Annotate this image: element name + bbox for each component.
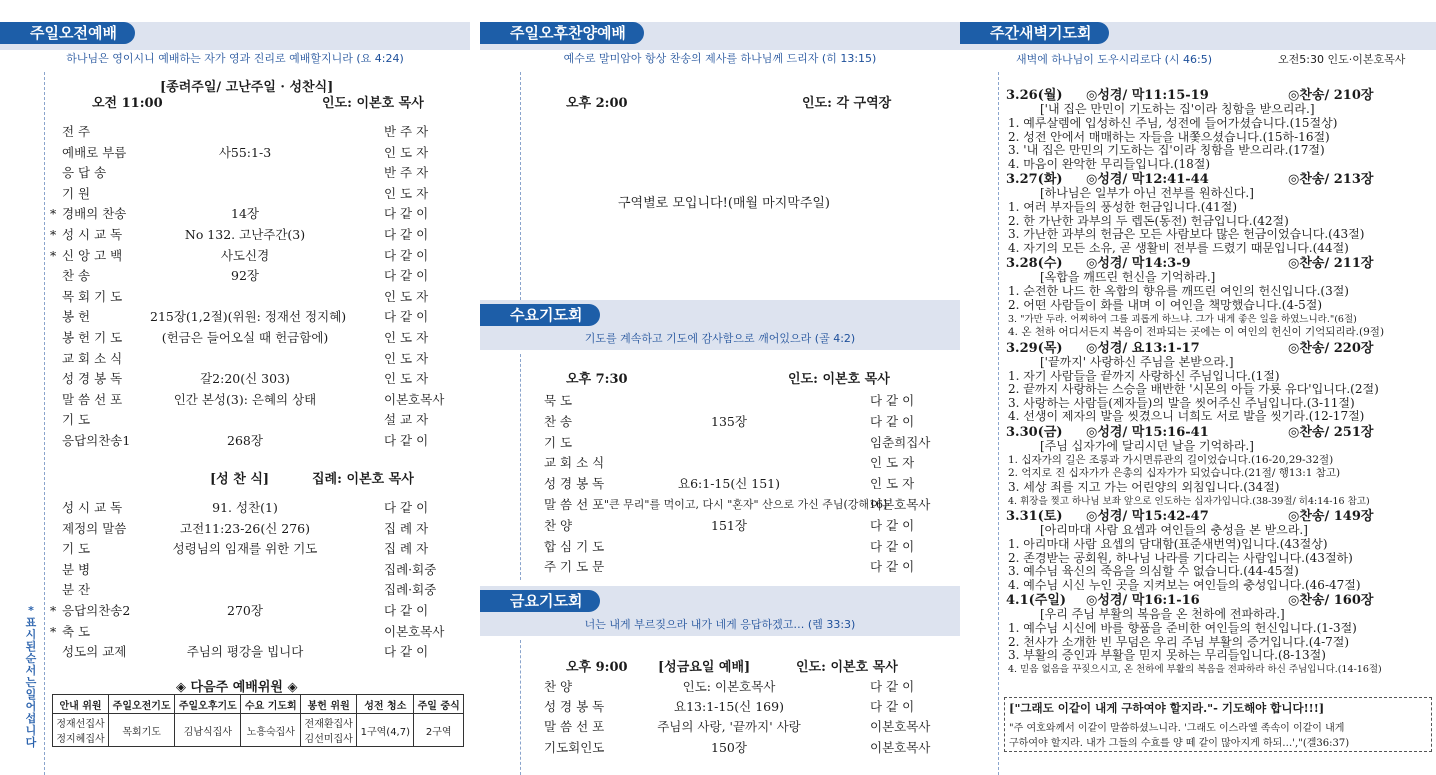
- time-leader: 오전5:30 인도·이본호목사: [1278, 53, 1406, 66]
- order-person: 집례·회중: [384, 582, 437, 598]
- day-hymn: ◎찬송/ 210장: [1288, 88, 1374, 103]
- staff-header: 주일오후기도: [175, 695, 241, 714]
- order-person: 다 같 이: [384, 500, 429, 515]
- order-row: [480, 738, 960, 758]
- day-point: 4. 자기의 모든 소유, 곧 생활비 전부를 드렸기 때문입니다.(44절): [1008, 242, 1349, 255]
- order-person: 반 주 자: [384, 165, 429, 181]
- order-row: [0, 349, 470, 369]
- day-theme: [주님 십자가에 달리시던 날을 기억하라.]: [1040, 438, 1254, 453]
- section-title: 주일오전예배: [0, 22, 135, 44]
- afternoon-note: 구역별로 모입니다!(매월 마지막주일): [618, 196, 831, 211]
- staff-value: 정재선집사 정지혜집사: [53, 714, 109, 747]
- order-row: [480, 474, 960, 494]
- order-person: 인 도 자: [384, 144, 429, 160]
- divider: [520, 72, 521, 315]
- order-row: [0, 266, 470, 286]
- day-point: 2. 존경받는 공회원, 하나님 나라를 기다리는 사람입니다.(43절하): [1008, 551, 1353, 565]
- staff-header: 안내 위원: [53, 695, 109, 714]
- staff-header: 수요 기도회: [241, 695, 301, 714]
- order-detail: 92장: [231, 268, 259, 284]
- order-name: 묵 도: [544, 393, 573, 408]
- day-point: 1. 십자가의 길은 조롱과 가시면류관의 길이었습니다.(16-20,29-32절): [1008, 453, 1334, 466]
- order-mark: *: [50, 227, 57, 242]
- order-name: 신 앙 고 백: [62, 247, 123, 263]
- order-person: 이본호목사: [870, 497, 931, 512]
- section-verse: 새벽에 하나님이 도우시리로다 (시 46:5): [1016, 53, 1213, 66]
- day-theme: ['내 집은 만민이 기도하는 집'이라 칭함을 받으리라.]: [1040, 102, 1315, 116]
- day-date: 3.30(금): [1006, 424, 1063, 440]
- order-detail: 요6:1-15(신 151): [678, 476, 780, 492]
- day-hymn: ◎찬송/ 211장: [1288, 256, 1374, 272]
- order-row: [480, 391, 960, 411]
- order-name: 말 씀 선 포: [62, 391, 123, 407]
- day-point: 4. 선생이 제자의 발을 씻겼으니 너희도 서로 발을 씻기라.(12-17절): [1008, 410, 1365, 424]
- order-name: 말 씀 선 포: [544, 719, 605, 735]
- order-name: 목 회 기 도: [62, 288, 123, 304]
- order-name: 성 경 봉 독: [62, 371, 123, 387]
- staff-value: 목회기도: [109, 714, 175, 747]
- staff-header: 성전 청소: [357, 695, 414, 714]
- order-row: [0, 601, 470, 621]
- order-person: 다 같 이: [870, 559, 915, 575]
- order-name: 합 심 기 도: [544, 538, 605, 554]
- day-date: 3.27(화): [1006, 172, 1063, 188]
- day-date: 3.26(월): [1006, 88, 1063, 103]
- order-person: 다 같 이: [384, 309, 429, 325]
- order-detail: No 132. 고난주간(3): [184, 227, 306, 242]
- order-person: 집례·회중: [384, 561, 437, 577]
- order-detail: 요13:1-15(신 169): [674, 699, 784, 715]
- day-hymn: ◎찬송/ 251장: [1288, 424, 1374, 440]
- order-name: 분 잔: [62, 582, 91, 598]
- day-point: 1. 자기 사람들을 끝까지 사랑하신 주님입니다.(1절): [1008, 369, 1280, 383]
- order-person: 인 도 자: [384, 288, 429, 304]
- order-name: 응답의찬송2: [62, 603, 131, 618]
- order-person: 다 같 이: [870, 699, 915, 715]
- order-name: 예배로 부름: [62, 144, 127, 160]
- order-name: 찬 송: [544, 413, 573, 429]
- order-name: 주 기 도 문: [544, 559, 605, 575]
- service-time: 오후 2:00: [566, 96, 628, 111]
- day-point: 3. 가난한 과부의 헌금은 모든 사람보다 많은 헌금이었습니다.(43절): [1008, 228, 1365, 242]
- order-person: 인 도 자: [384, 185, 429, 201]
- order-name: 제정의 말씀: [62, 520, 127, 536]
- order-mark: *: [50, 623, 57, 639]
- day-point: 3. 부활의 증인과 부활을 믿지 못하는 무리들입니다.(8-13절): [1008, 649, 1326, 663]
- order-person: 반 주 자: [384, 124, 429, 139]
- day-point: 3. '내 집은 만민의 기도하는 집'이라 칭함을 받으리라.(17절): [1008, 144, 1325, 158]
- order-person: 다 같 이: [870, 393, 915, 408]
- order-row: [480, 677, 960, 697]
- order-person: 설 교 자: [384, 412, 429, 428]
- order-row: [0, 143, 470, 163]
- day-point: 2. 억지로 진 십자가가 은총의 십자가가 되었습니다.(21절/ 행13:1 참고): [1008, 467, 1341, 480]
- wednesday-verse: 기도를 계속하고 기도에 감사함으로 깨어있으라 (골 4:2): [584, 332, 856, 345]
- order-row: [480, 412, 960, 432]
- prayer-box-text-2: 구하여야 할지라. 내가 그들의 수효를 양 떼 같이 많아지게 하되…',"(겔36:37): [1009, 738, 1350, 749]
- divider: [998, 72, 999, 775]
- order-detail: 고전11:23-26(신 276): [180, 520, 310, 536]
- staff-table: [52, 694, 464, 747]
- order-name: 기도회인도: [544, 739, 605, 755]
- day-point: 4. 온 천하 어디서든지 복음이 전파되는 곳에는 이 여인의 헌신이 기억되리라.(9절): [1008, 326, 1385, 339]
- day-scripture: ◎성경/ 막15:42-47: [1086, 509, 1209, 524]
- order-detail: 151장: [711, 517, 747, 533]
- occasion: [종려주일/ 고난주일 · 성찬식]: [160, 80, 334, 95]
- order-person: 집 례 자: [384, 520, 429, 536]
- day-point: 1. 여러 부자들의 풍성한 헌금입니다.(41절): [1008, 201, 1238, 215]
- day-theme: [하나님은 일부가 아닌 전부를 원하신다.]: [1040, 186, 1254, 201]
- order-detail: 215장(1,2절)(위원: 정재선 정지혜): [150, 309, 347, 325]
- friday-title: 금요기도회: [480, 590, 600, 612]
- order-name: 기 도: [62, 541, 91, 557]
- order-name: 찬 양: [544, 679, 573, 694]
- order-person: 다 같 이: [870, 538, 915, 554]
- service-leader: 인도: 이본호 목사: [322, 96, 424, 111]
- order-person: 이본호목사: [384, 391, 445, 407]
- staff-value: 1구역(4,7): [357, 714, 414, 747]
- order-row: [0, 163, 470, 183]
- staff-value-row: [53, 714, 464, 747]
- wednesday-title: 수요기도회: [480, 304, 600, 326]
- day-point: 4. 예수님 시신 누인 곳을 지켜보는 여인들의 충성입니다.(46-47절): [1008, 578, 1361, 592]
- order-name: 기 원: [62, 185, 91, 201]
- order-mark: *: [50, 247, 57, 263]
- communion-leader: 집례: 이본호 목사: [312, 472, 414, 487]
- order-name: 찬 양: [544, 517, 573, 533]
- friday-time: 오후 9:00: [566, 660, 628, 675]
- communion-title: [성 찬 식]: [210, 472, 270, 487]
- staff-value: 노흥숙집사: [241, 714, 301, 747]
- order-row: [0, 225, 470, 245]
- order-row: [480, 453, 960, 473]
- order-detail: 주님의 사랑, '끝까지' 사랑: [657, 719, 801, 735]
- order-person: 다 같 이: [384, 227, 429, 242]
- order-detail: 사도신경: [220, 247, 270, 263]
- day-scripture: ◎성경/ 요13:1-17: [1086, 340, 1200, 356]
- friday-occasion: [성금요일 예배]: [658, 660, 751, 675]
- order-row: [0, 287, 470, 307]
- order-row: [480, 717, 960, 737]
- order-row: [480, 433, 960, 453]
- order-row: [0, 580, 470, 600]
- order-person: 인 도 자: [384, 330, 429, 345]
- day-point: 4. 믿음 없음을 꾸짖으시고, 온 천하에 부활의 복음을 전파하라 하신 주님입니다.(14-16절): [1008, 664, 1382, 675]
- order-name: 성 시 교 독: [62, 500, 123, 515]
- day-point: 1. 아리마대 사람 요셉의 담대함(표준새번역)입니다.(43절상): [1008, 538, 1328, 551]
- day-point: 3. "가만 두라. 어찌하여 그를 괴롭게 하느냐. 그가 내게 좋은 일을 하였느니라."(6절): [1008, 313, 1357, 325]
- staff-header: 주일오전기도: [109, 695, 175, 714]
- order-row: [0, 246, 470, 266]
- order-name: 교 회 소 식: [544, 455, 605, 471]
- day-point: 2. 한 가난한 과부의 두 렙돈(동전) 헌금입니다.(42절): [1008, 214, 1289, 228]
- order-person: 이본호목사: [384, 623, 445, 639]
- order-person: 집 례 자: [384, 541, 429, 557]
- day-hymn: ◎찬송/ 220장: [1288, 340, 1374, 356]
- section-title: 주간새벽기도회: [960, 22, 1109, 44]
- staff-header: 봉헌 위원: [301, 695, 357, 714]
- staff-value: 2구역: [414, 714, 464, 747]
- order-detail: 270장: [227, 603, 263, 618]
- order-person: 인 도 자: [870, 476, 915, 492]
- staff-value: 김남식집사: [175, 714, 241, 747]
- day-point: 2. 어떤 사람들이 화를 내며 이 여인을 책망했습니다.(4-5절): [1008, 299, 1323, 312]
- wednesday-leader: 인도: 이본호 목사: [788, 372, 890, 387]
- day-theme: [우리 주님 부활의 복음을 온 천하에 전파하라.]: [1040, 607, 1285, 622]
- order-detail: 268장: [227, 433, 263, 448]
- order-name: 응 답 송: [62, 165, 107, 181]
- staff-header: 주일 중식: [414, 695, 464, 714]
- section-verse: 예수로 말미암아 항상 찬송의 제사를 하나님께 드리자 (히 13:15): [563, 52, 877, 65]
- order-person: 다 같 이: [870, 517, 915, 533]
- order-row: [0, 622, 470, 642]
- order-person: 다 같 이: [384, 268, 429, 284]
- order-row: [480, 557, 960, 577]
- side-note: *표시된 순서는 일어섭니다: [25, 604, 37, 749]
- order-row: [0, 431, 470, 451]
- order-row: [0, 328, 470, 348]
- day-scripture: ◎성경/ 막14:3-9: [1086, 256, 1191, 272]
- sunday-afternoon-section: [480, 0, 960, 775]
- day-theme: ['끝까지' 사랑하신 주님을 본받으라.]: [1040, 354, 1234, 369]
- day-point: 4. 휘장을 찢고 하나님 보좌 앞으로 인도하는 십자가입니다.(38-39절/ 히4:14-16 참고): [1008, 495, 1370, 507]
- order-mark: *: [50, 206, 57, 222]
- order-person: 이본호목사: [870, 739, 931, 755]
- order-person: 다 같 이: [384, 644, 429, 660]
- order-detail: 150장: [711, 739, 747, 755]
- day-theme: [아리마대 사람 요셉과 여인들의 충성을 본 받으라.]: [1040, 523, 1308, 537]
- order-detail: "큰 무리"를 먹이고, 다시 "혼자" 산으로 가신 주님(강해16): [604, 498, 888, 511]
- order-name: 말 씀 선 포: [544, 497, 605, 512]
- order-row: [0, 560, 470, 580]
- day-date: 3.29(목): [1006, 340, 1063, 356]
- order-name: 기 도: [62, 412, 91, 428]
- order-name: 성 경 봉 독: [544, 699, 605, 715]
- prayer-box-text-1: "주 여호와께서 이같이 말씀하셨느니라. '그래도 이스라엘 족속이 이같이 내게: [1009, 723, 1345, 734]
- order-detail: 91. 성찬(1): [212, 500, 278, 515]
- day-point: 3. 예수님 육신의 죽음을 의심할 수 없습니다.(44-45절): [1008, 565, 1299, 579]
- order-person: 다 같 이: [870, 413, 915, 429]
- order-person: 이본호목사: [870, 719, 931, 735]
- order-mark: *: [50, 603, 57, 618]
- order-row: [0, 390, 470, 410]
- friday-verse: 너는 내게 부르짖으라 내가 네게 응답하겠고… (렘 33:3): [584, 618, 856, 631]
- day-hymn: ◎찬송/ 149장: [1288, 509, 1374, 524]
- order-row: [480, 495, 960, 515]
- order-person: 다 같 이: [384, 247, 429, 263]
- order-name: 축 도: [62, 623, 91, 639]
- order-detail: 135장: [711, 413, 747, 429]
- service-leader: 인도: 각 구역장: [802, 96, 892, 111]
- order-name: 응답의찬송1: [62, 433, 131, 448]
- day-point: 3. 세상 죄를 지고 가는 어린양의 외침입니다.(34절): [1008, 481, 1280, 494]
- order-name: 봉 헌 기 도: [62, 330, 123, 345]
- order-person: 인 도 자: [384, 350, 429, 366]
- day-hymn: ◎찬송/ 213장: [1288, 172, 1374, 188]
- order-detail: 성령님의 임재를 위한 기도: [172, 541, 318, 557]
- day-scripture: ◎성경/ 막15:16-41: [1086, 424, 1209, 440]
- order-row: [0, 539, 470, 559]
- service-time: 오전 11:00: [92, 96, 163, 111]
- order-person: 다 같 이: [384, 433, 429, 448]
- order-row: [480, 516, 960, 536]
- order-detail: 14장: [231, 206, 259, 222]
- day-scripture: ◎성경/ 막16:1-16: [1086, 593, 1200, 609]
- order-name: 전 주: [62, 124, 91, 139]
- friday-leader: 인도: 이본호 목사: [796, 660, 898, 675]
- order-name: 성도의 교제: [62, 644, 127, 660]
- section-title: 주일오후찬양예배: [480, 22, 644, 44]
- day-point: 1. 순전한 나드 한 옥합의 향유를 깨뜨린 여인의 헌신입니다.(3절): [1008, 285, 1349, 299]
- day-theme: [옥합을 깨뜨린 헌신을 기억하라.]: [1040, 270, 1216, 285]
- prayer-box-title: ["그래도 이같이 내게 구하여야 할지라."- 기도해야 합니다!!!]: [1009, 701, 1325, 715]
- order-name: 찬 송: [62, 268, 91, 284]
- order-name: 봉 헌: [62, 309, 91, 325]
- wednesday-time: 오후 7:30: [566, 372, 628, 387]
- order-name: 성 경 봉 독: [544, 476, 605, 492]
- order-detail: 갈2:20(신 303): [200, 371, 290, 387]
- order-row: [0, 307, 470, 327]
- order-name: 기 도: [544, 434, 573, 450]
- order-name: 경배의 찬송: [62, 206, 127, 222]
- day-date: 3.31(토): [1006, 509, 1063, 524]
- prayer-box: [1004, 697, 1432, 752]
- order-name: 성 시 교 독: [62, 227, 123, 242]
- order-detail: (헌금은 들어오실 때 헌금함에): [161, 330, 329, 345]
- day-point: 1. 예루살렘에 입성하신 주님, 성전에 들어가셨습니다.(15절상): [1008, 117, 1338, 130]
- order-name: 교 회 소 식: [62, 350, 123, 366]
- order-detail: 주님의 평강을 빕니다: [186, 644, 304, 660]
- day-scripture: ◎성경/ 막11:15-19: [1086, 88, 1209, 103]
- staff-header-row: [53, 695, 464, 714]
- order-person: 다 같 이: [384, 206, 429, 222]
- order-person: 임춘희집사: [870, 434, 931, 450]
- order-detail: 사55:1-3: [218, 144, 272, 160]
- day-point: 4. 마음이 완악한 무리들입니다.(18절): [1008, 157, 1211, 171]
- order-person: 인 도 자: [870, 455, 915, 471]
- order-row: [0, 184, 470, 204]
- day-date: 4.1(주일): [1006, 593, 1067, 609]
- order-name: 분 병: [62, 561, 91, 577]
- order-row: [480, 537, 960, 557]
- order-row: [0, 410, 470, 430]
- order-person: 다 같 이: [384, 603, 429, 618]
- staff-value: 전재환집사 김선미집사: [301, 714, 357, 747]
- order-person: 다 같 이: [870, 679, 915, 694]
- sunday-morning-section: [0, 0, 470, 775]
- order-row: [0, 369, 470, 389]
- order-person: 인 도 자: [384, 371, 429, 387]
- order-row: [0, 519, 470, 539]
- order-row: [0, 498, 470, 518]
- day-point: 3. 사랑하는 사람들(제자들)의 발을 씻어주신 주님입니다.(3-11절): [1008, 396, 1355, 410]
- day-point: 1. 예수님 시신에 바를 향품을 준비한 여인들의 헌신입니다.(1-3절): [1008, 622, 1357, 636]
- order-detail: 인간 본성(3): 은혜의 상태: [173, 391, 317, 407]
- day-date: 3.28(수): [1006, 256, 1063, 272]
- section-verse: 하나님은 영이시니 예배하는 자가 영과 진리로 예배할지니라 (요 4:24): [66, 52, 404, 65]
- day-scripture: ◎성경/ 막12:41-44: [1086, 172, 1209, 188]
- order-row: [480, 697, 960, 717]
- next-week-title: ◈ 다음주 예배위원 ◈: [176, 680, 298, 695]
- day-hymn: ◎찬송/ 160장: [1288, 593, 1374, 609]
- dawn-prayer-section: [960, 0, 1436, 775]
- order-row: [0, 642, 470, 662]
- order-detail: 인도: 이본호목사: [682, 679, 776, 694]
- order-row: [0, 122, 470, 142]
- day-point: 2. 천사가 소개한 빈 무덤은 우리 주님 부활의 증거입니다.(4-7절): [1008, 635, 1350, 649]
- order-row: [0, 204, 470, 224]
- day-point: 2. 끝까지 사랑하는 스승을 배반한 '시몬의 아들 가룟 유다'입니다.(2절): [1008, 383, 1379, 397]
- day-point: 2. 성전 안에서 매매하는 자들을 내쫓으셨습니다.(15하-16절): [1008, 130, 1330, 144]
